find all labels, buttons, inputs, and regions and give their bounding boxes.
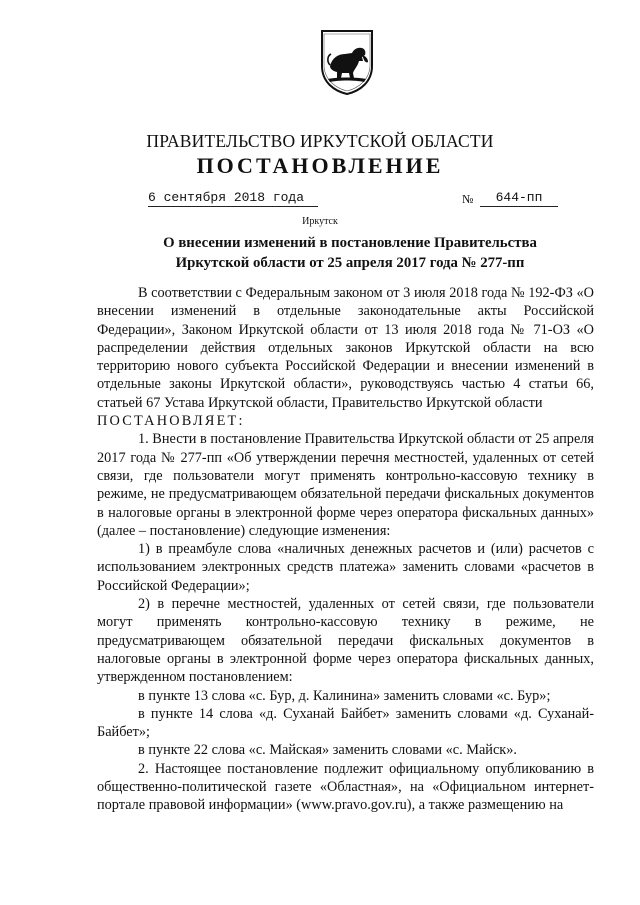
document-city: Иркутск	[302, 216, 338, 227]
item-1-paragraph: 1. Внести в постановление Правительства Иркутской области от 25 апреля 2017 года № 277-пп «Об утверждении перечня местностей, удаленных от сетей связи, где пользователи могут применять контрольно-кассовую технику в режиме, не предусматривающем обязательной передачи фискальных документов в налоговые органы в электронной форме через оператора фискальных данных» (далее – постановление) следующие изменения:	[97, 431, 594, 539]
document-type-title: ПОСТАНОВЛЕНИЕ	[196, 153, 444, 178]
government-name: ПРАВИТЕЛЬСТВО ИРКУТСКОЙ ОБЛАСТИ	[146, 131, 494, 151]
preamble-paragraph: В соответствии с Федеральным законом от 3 июля 2018 года № 192-ФЗ «О внесении изменений в отдельные законодательные акты Российской Федерации», Законом Иркутской области от 13 июля 2018 года № 71-ОЗ «О распределении действия отдельных законов Иркутской области на всю территорию нового субъекта Российской Федерации и внесении изменений в отдельные законы Иркутской области», руководствуясь частью 4 статьи 66, статьей 67 Устава Иркутской области, Правительство Иркутской области	[97, 285, 594, 411]
item-1-2-paragraph: 2) в перечне местностей, удаленных от сетей связи, где пользователи могут применять контрольно-кассовую технику в режиме, не предусматривающем обязательной передачи фискальных документов в налоговые органы в электронной форме через оператора фискальных данных, утвержденном постановлением:	[97, 596, 594, 686]
item-1-2-c-paragraph: в пункте 22 слова «с. Майская» заменить словами «с. Майск».	[138, 742, 517, 759]
item-2-paragraph: 2. Настоящее постановление подлежит официальному опубликованию в общественно-политической газете «Областная», на «Официальном интернет-портале правовой информации» (www.pravo.gov.ru), а также размещению на	[97, 760, 594, 814]
number-sign: №	[462, 192, 474, 206]
document-date: 6 сентября 2018 года	[148, 190, 318, 207]
coat-of-arms-icon	[318, 28, 376, 96]
document-subject: О внесении изменений в постановление Правительства Иркутской области от 25 апреля 2017 года № 277-пп	[163, 235, 537, 271]
item-1-2-a-paragraph: в пункте 13 слова «с. Бур, д. Калинина» заменить словами «с. Бур»;	[138, 687, 551, 704]
document-body	[97, 284, 594, 815]
resolves-heading: ПОСТАНОВЛЯЕТ:	[97, 413, 245, 430]
item-1-2-b-paragraph: в пункте 14 слова «д. Суханай Байбет» заменить словами «д. Суханай-Байбет»;	[97, 705, 594, 741]
item-1-1-paragraph: 1) в преамбуле слова «наличных денежных расчетов и (или) расчетов с использованием электронных средств платежа» заменить словами «расчетов в Российской Федерации»;	[97, 541, 594, 594]
document-number: 644-пп	[480, 190, 558, 207]
